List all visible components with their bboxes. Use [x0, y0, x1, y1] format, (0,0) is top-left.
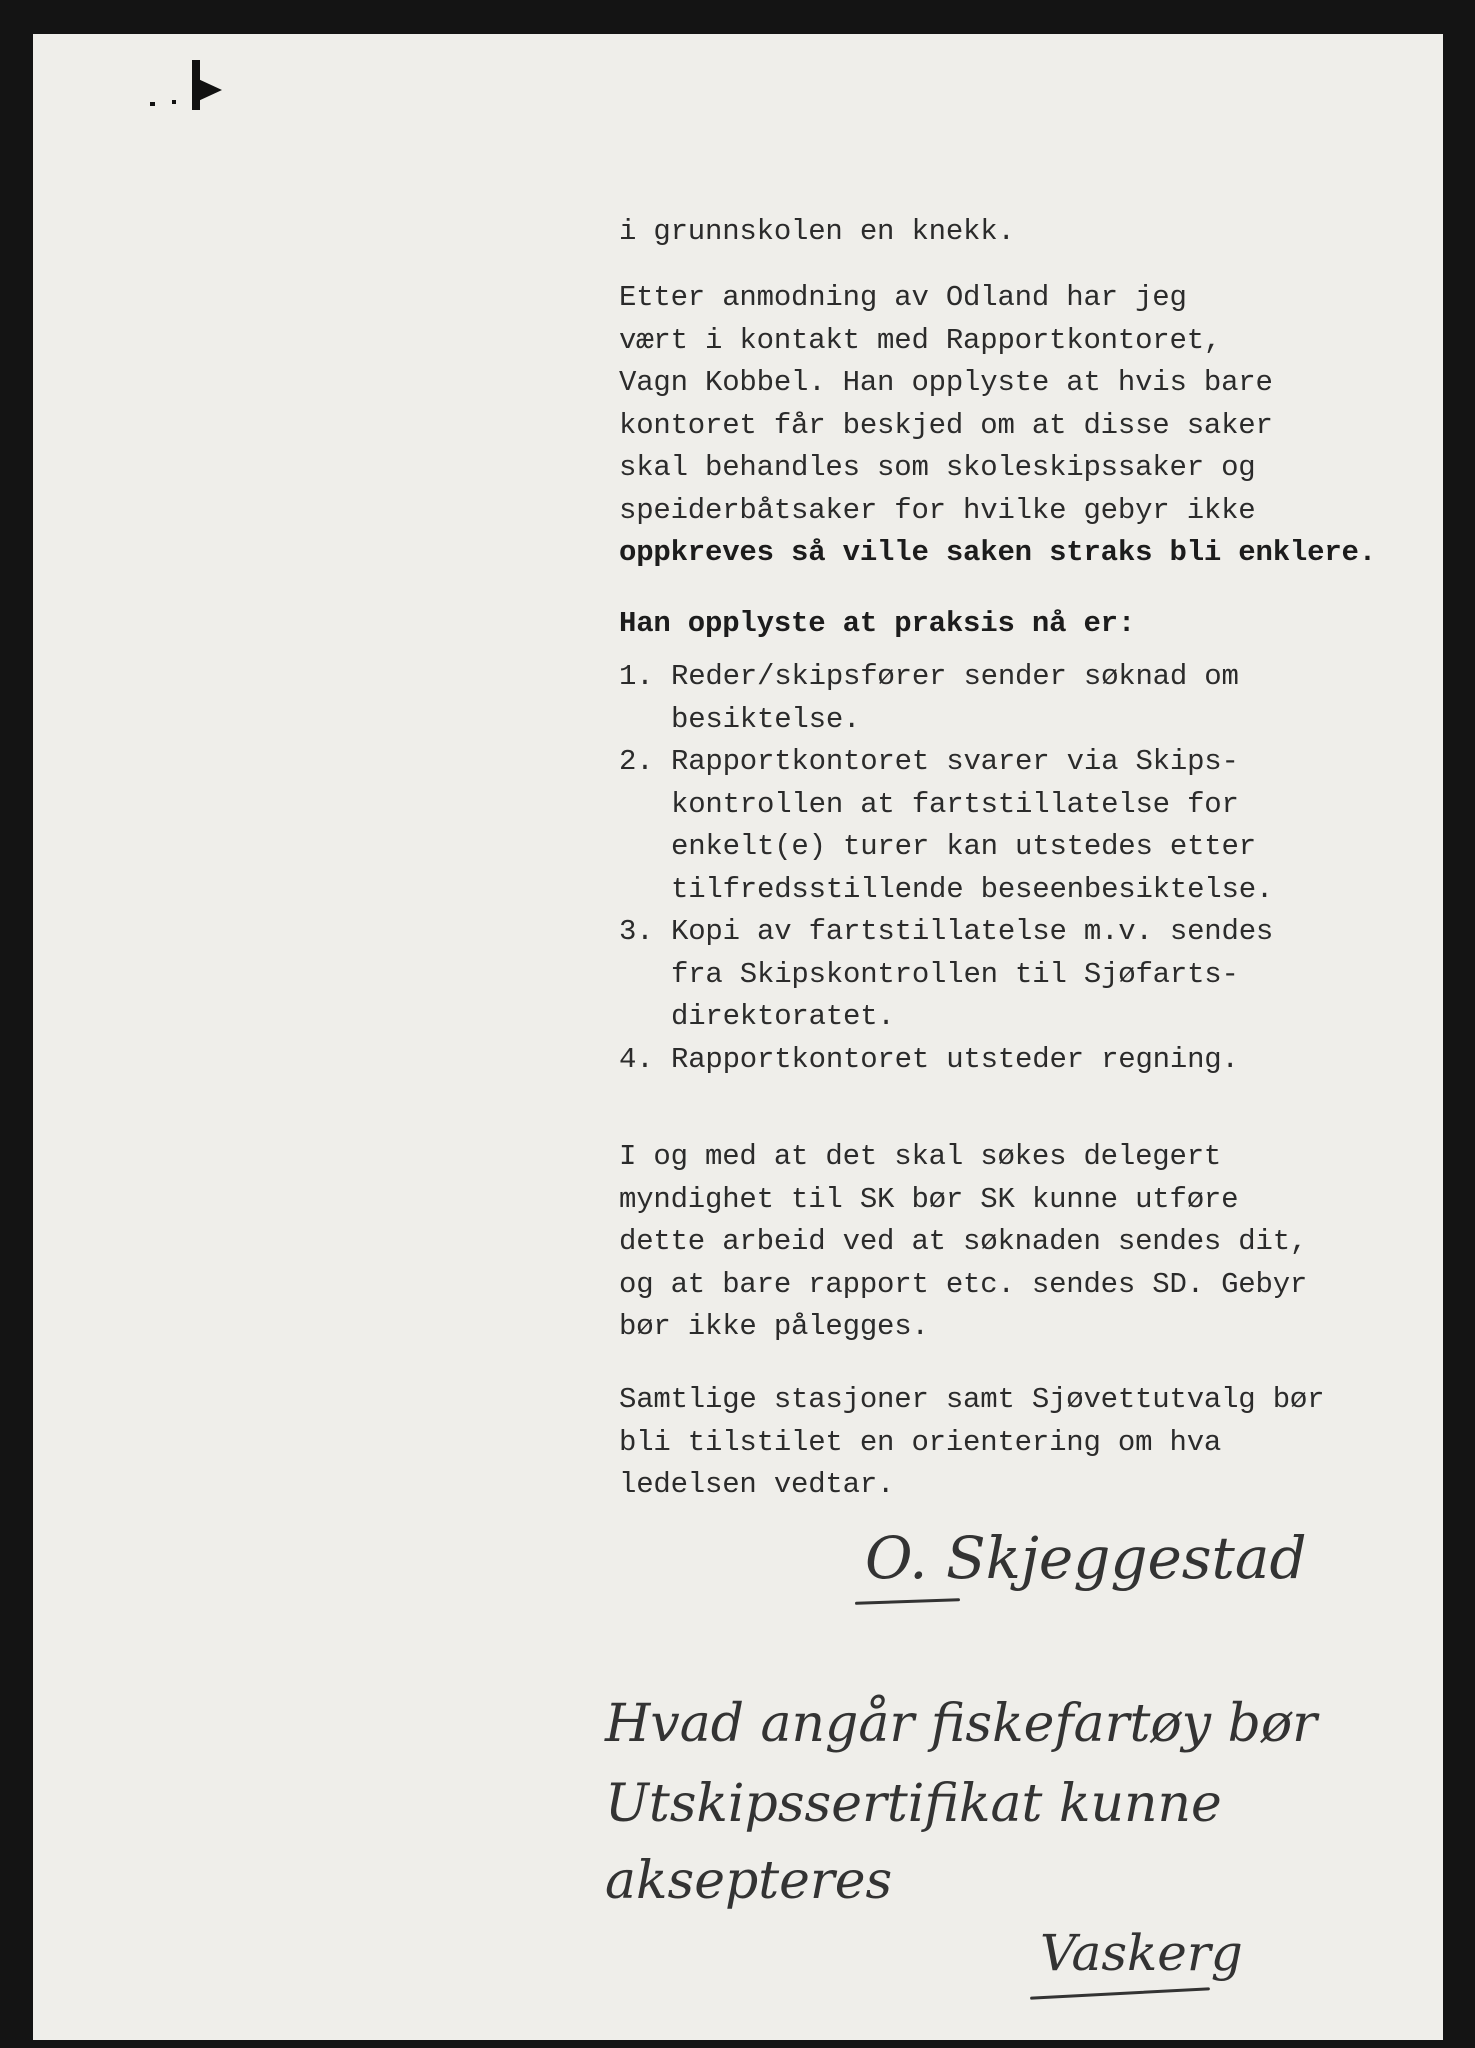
text-line: Rapportkontoret svarer via Skips-	[671, 745, 1239, 778]
text-line: dette arbeid ved at søknaden sendes dit,	[619, 1225, 1308, 1258]
paragraph-delegation	[619, 1136, 1307, 1349]
list-number: 1.	[619, 660, 654, 693]
text-line: Etter anmodning av Odland har jeg	[619, 281, 1187, 314]
text-line: bli tilstilet en orientering om hva	[619, 1425, 1222, 1459]
text-line: skal behandles som skoleskipssaker og	[619, 451, 1256, 484]
intro-line	[619, 211, 1015, 254]
text-line: bør ikke pålegges.	[619, 1310, 929, 1343]
handwritten-note-line: Hvad angår fiskefartøy bør	[605, 1694, 1318, 1754]
list-heading	[619, 603, 1135, 646]
text-line: i grunnskolen en knekk.	[619, 215, 1015, 248]
speck	[172, 100, 176, 104]
text-line: Han opplyste at praksis nå er:	[619, 607, 1136, 640]
text-line: kontrollen at fartstillatelse for	[671, 787, 1239, 821]
text-line: I og med at det skal søkes delegert	[619, 1140, 1222, 1173]
signature-skjeggestad: O. Skjeggestad	[865, 1524, 1307, 1592]
text-line: tilfredsstillende beseenbesiktelse.	[671, 872, 1274, 906]
text-line: Samtlige stasjoner samt Sjøvettutvalg bør	[619, 1383, 1325, 1416]
text-line: Kopi av fartstillatelse m.v. sendes	[671, 915, 1274, 948]
text-line: oppkreves så ville saken straks bli enklere.	[619, 536, 1376, 569]
text-line: besiktelse.	[671, 702, 861, 736]
paragraph-rapportkontoret	[619, 277, 1376, 575]
speck	[150, 102, 155, 106]
text-line: vært i kontakt med Rapportkontoret,	[619, 323, 1222, 357]
text-line: speiderbåtsaker for hvilke gebyr ikke	[619, 493, 1256, 527]
text-line: myndighet til SK bør SK kunne utføre	[619, 1182, 1239, 1216]
text-line: enkelt(e) turer kan utstedes etter	[671, 830, 1256, 863]
handwritten-note-line: Utskipssertifikat kunne	[605, 1774, 1222, 1834]
text-line: og at bare rapport etc. sendes SD. Gebyr	[619, 1267, 1308, 1301]
list-number: 4.	[619, 1043, 654, 1076]
list-number: 3.	[619, 915, 654, 948]
text-line: Reder/skipsfører sender søknad om	[671, 660, 1239, 693]
text-line: Rapportkontoret utsteder regning.	[671, 1043, 1239, 1076]
text-line: kontoret får beskjed om at disse saker	[619, 408, 1273, 442]
text-line: Vagn Kobbel. Han opplyste at hvis bare	[619, 366, 1273, 399]
signature-vaskerg: Vaskerg	[1040, 1924, 1243, 1982]
punch-mark-arrow	[196, 78, 222, 102]
text-line: ledelsen vedtar.	[619, 1468, 895, 1501]
list-number: 2.	[619, 745, 654, 778]
paragraph-stations	[619, 1379, 1324, 1507]
text-line: fra Skipskontrollen til Sjøfarts-	[671, 957, 1239, 991]
text-line: direktoratet.	[671, 1000, 895, 1033]
handwritten-note-line: aksepteres	[605, 1851, 893, 1911]
